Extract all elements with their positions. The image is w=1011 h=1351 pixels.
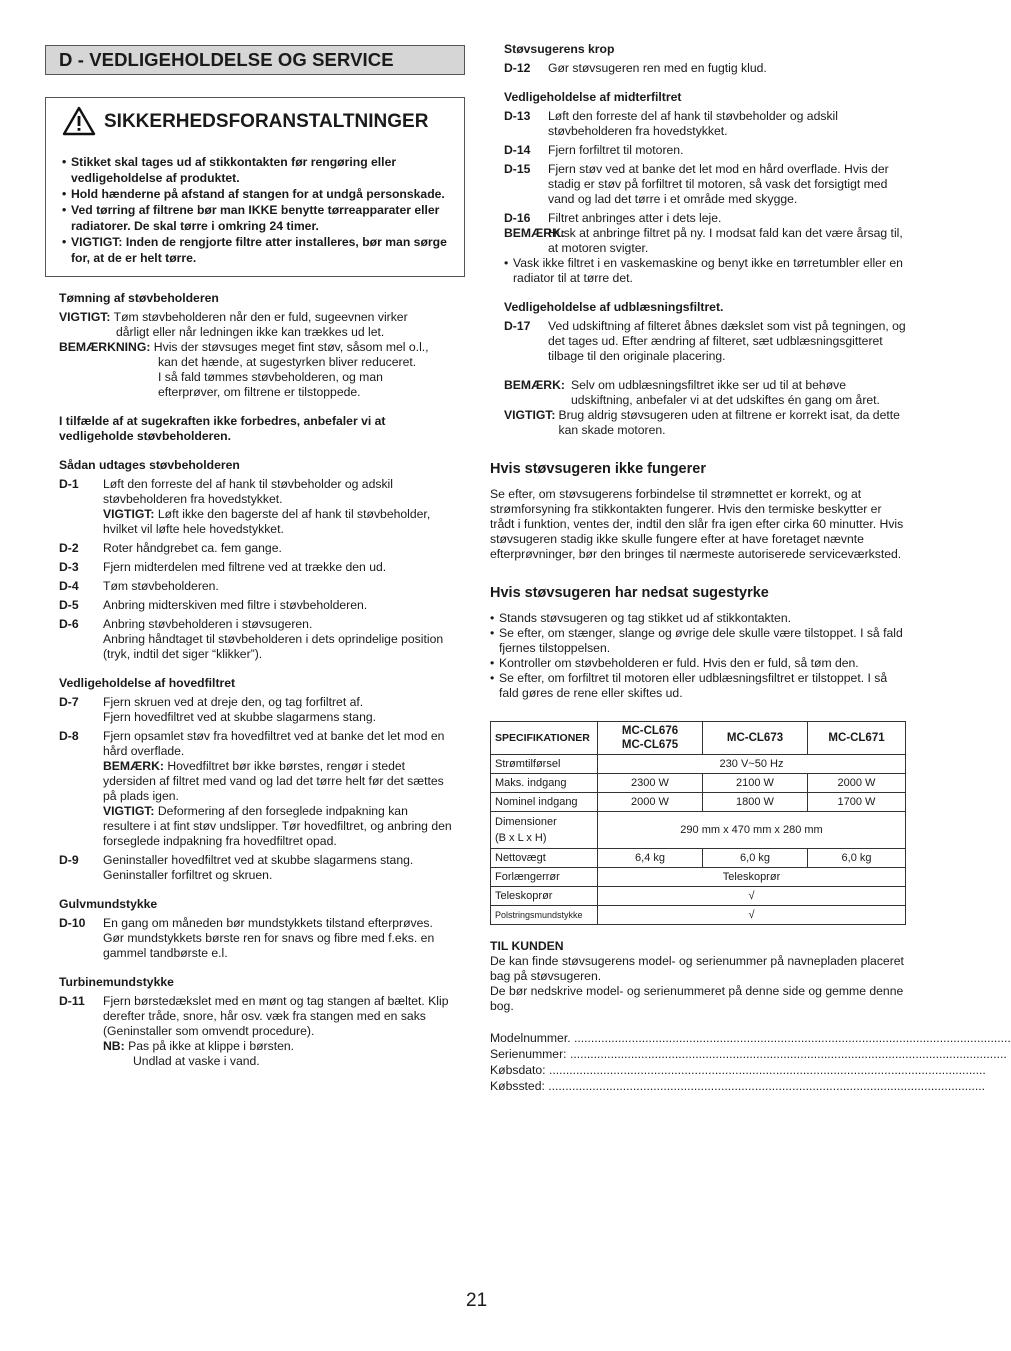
body-title: Støvsugerens krop	[504, 42, 615, 56]
emptying-title: Tømning af støvbeholderen	[59, 291, 219, 305]
safety-title-text: SIKKERHEDSFORANSTALTNINGER	[104, 110, 429, 132]
step-d6: D-6 Anbring støvbeholderen i støvsugeren. Anbring håndtaget til støvbeholderen i dets oprindelige position (tryk, indtil det siger “klikker”).	[59, 617, 444, 661]
step-d13: D-13 Løft den forreste del af hank til støvbeholder og adskil støvbeholderen fra hovedstykket.	[504, 109, 838, 138]
spec-table	[490, 721, 906, 925]
step-d3: D-3 Fjern midterdelen med filtrene ved at trække den ud.	[59, 560, 387, 574]
safety-title	[62, 106, 450, 136]
not-working-text: Se efter, om støvsugerens forbindelse til strømnettet er korrekt, og at strømforsyning fra stikkontakten fungerer. Hvis den termiske beskytter er trådt i funktion, ventes der, indtil den slår fra igen efter cirka 60 minutter. Hvis støvsugeren stadig ikke skulle fungere efter at have foretaget nævnte efterprøvninger, bør den bringes til nærmeste autoriserede serviceværksted.	[490, 487, 904, 561]
spec-row: Nominel indgang 2000 W 1800 W 1700 W	[491, 793, 906, 812]
spec-row: Maks. indgang 2300 W 2100 W 2000 W	[491, 774, 906, 793]
midfilter-note: BEMÆRK: Husk at anbringe filtret på ny. I modsat fald kan det være årsag til, at motoren svigter.	[504, 226, 903, 255]
spec-model-2: MC-CL673	[703, 722, 808, 755]
wash-note: • Vask ikke filtret i en vaskemaskine og benyt ikke en tørretumbler eller en radiator til at tørre det.	[504, 256, 903, 285]
mainfilter-title: Vedligeholdelse af hovedfiltret	[59, 676, 236, 690]
spec-header: SPECIFIKATIONER	[491, 722, 598, 755]
left-body	[45, 291, 465, 1069]
spec-model-3: MC-CL671	[808, 722, 906, 755]
safety-box	[45, 97, 465, 277]
step-d17: D-17 Ved udskiftning af filteret åbnes dækslet som vist på tegningen, og det tages ud. Efter ændring af filteret, sæt udblæsningsgitteret tilbage til den originale placering.	[504, 319, 906, 363]
serial-number-field: Serienummer: .................................................................................................................................	[490, 1047, 1007, 1061]
exhaust-title: Vedligeholdelse af udblæsningsfiltret.	[504, 300, 724, 314]
step-d12: D-12 Gør støvsugeren ren med en fugtig klud.	[504, 61, 767, 75]
safety-list	[62, 154, 450, 266]
step-d5: D-5 Anbring midterskiven med filtre i støvbeholderen.	[59, 598, 368, 612]
spec-row: Teleskoprør √	[491, 887, 906, 906]
reduced-item: • Stands støvsugeren og tag stikket ud af stikkontakten.	[490, 611, 791, 625]
step-d16: D-16 Filtret anbringes atter i dets leje.	[504, 211, 722, 225]
emptying-important: VIGTIGT: Tøm støvbeholderen når den er fuld, sugeevnen virker dårligt eller når ledningen ikke kan trækkes ud let.	[59, 310, 408, 339]
turbo-title: Turbinemundstykke	[59, 975, 174, 989]
customer-fields	[490, 1031, 1011, 1094]
spec-model-1: MC-CL676 MC-CL675	[598, 722, 703, 755]
spec-row: Nettovægt 6,4 kg 6,0 kg 6,0 kg	[491, 849, 906, 868]
step-d14: D-14 Fjern forfiltret til motoren.	[504, 143, 684, 157]
exhaust-important: VIGTIGT: Brug aldrig støvsugeren uden at filtrene er korrekt isat, da dette kan skade motoren.	[504, 408, 900, 437]
floor-title: Gulvmundstykke	[59, 897, 158, 911]
section-header: D - VEDLIGEHOLDELSE OG SERVICE	[45, 45, 465, 75]
right-top	[490, 42, 908, 438]
reduced-list	[490, 611, 908, 701]
spec-row: Strømtilførsel 230 V~50 Hz	[491, 755, 906, 774]
midfilter-title: Vedligeholdelse af midterfiltret	[504, 90, 682, 104]
safety-item: • VIGTIGT: Inden de rengjorte filtre atter installeres, bør man sørge for, at de er helt tørre.	[62, 235, 447, 265]
safety-item: • Hold hænderne på afstand af stangen for at undgå personskade.	[62, 187, 445, 201]
step-d9: D-9 Geninstaller hovedfiltret ved at skubbe slagarmens stang. Geninstaller forfiltret og skruen.	[59, 853, 414, 882]
step-d2: D-2 Roter håndgrebet ca. fem gange.	[59, 541, 282, 555]
safety-item: • Stikket skal tages ud af stikkontakten før rengøring eller vedligeholdelse af produktet.	[62, 155, 397, 185]
purchase-place-field: Købssted: .................................................................................................................................	[490, 1079, 986, 1093]
step-d10: D-10 En gang om måneden bør mundstykkets tilstand efterprøves. Gør mundstykkets børste ren for snavs og fibre med f.eks. en gammel tandbørste e.l.	[59, 916, 435, 960]
step-d7: D-7 Fjern skruen ved at dreje den, og tag forfiltret af. Fjern hovedfiltret ved at skubbe slagarmens stang.	[59, 695, 377, 724]
suction-advice: I tilfælde af at sugekraften ikke forbedres, anbefaler vi at vedligeholde støvbeholderen.	[59, 414, 386, 443]
safety-item: • Ved tørring af filtrene bør man IKKE benytte tørreapparater eller radiatorer. De skal tørre i omkring 24 timer.	[62, 203, 440, 233]
page-number: 21	[466, 1290, 488, 1311]
exhaust-note: BEMÆRK: Selv om udblæsningsfiltret ikke ser ud til at behøve udskiftning, anbefaler vi at det udskiftes én gang om året.	[504, 378, 880, 407]
emptying-note: BEMÆRKNING: Hvis der støvsuges meget fint støv, såsom mel o.l., kan det hænde, at sugestyrken bliver reduceret. I så fald tømmes støvbeholderen, og man efterprøver, om filtrene er tilstoppede.	[59, 340, 429, 399]
step-d11: D-11 Fjern børstedækslet med en mønt og tag stangen af bæltet. Klip derefter tråde, snore, hår osv. væk fra stangen med en saks (Geninstaller som omvendt procedure). NB: Pas på ikke at klippe i børsten. Undlad at vaske i vand.	[59, 994, 449, 1068]
not-working-title: Hvis støvsugeren ikke fungerer	[490, 461, 706, 477]
customer-title: TIL KUNDEN	[490, 939, 564, 953]
remove-title: Sådan udtages støvbeholderen	[59, 458, 240, 472]
reduced-item: • Se efter, om stænger, slange og øvrige dele skulle være tilstoppet. I så fald fjernes tilstoppelsen.	[490, 626, 903, 655]
model-number-field: Modelnummer. .................................................................................................................................	[490, 1031, 1011, 1045]
reduced-item: • Se efter, om forfiltret til motoren eller udblæsningsfiltret er tilstoppet. I så fald gøres de rene eller skiftes ud.	[490, 671, 888, 700]
right-column	[490, 42, 1011, 1095]
step-d15: D-15 Fjern støv ved at banke det let mod en hård overflade. Hvis der stadig er støv på forfiltret til motoren, så vask det forsigtigt med vand og lad det tørre i et område med skygge.	[504, 162, 889, 206]
spec-header-row	[491, 722, 906, 755]
reduced-title: Hvis støvsugeren har nedsat sugestyrke	[490, 585, 769, 601]
purchase-date-field: Købsdato: .................................................................................................................................	[490, 1063, 986, 1077]
warning-icon	[62, 106, 96, 136]
customer-text-1: De kan finde støvsugerens model- og serienummer på navnepladen placeret bag på støvsugeren.	[490, 954, 904, 983]
step-d8: D-8 Fjern opsamlet støv fra hovedfiltret ved at banke det let mod en hård overflade. BEMÆRK: Hovedfiltret bør ikke børstes, rengør i stedet ydersiden af filtret med vand og lad det tørre helt før det sættes på plads igen. VIGTIGT: Deformering af den forseglede indpakning kan resultere i at fint støv undslipper. Tør hovedfiltret, og anbring den forseglede indpakning fra hovedfiltret opad.	[59, 729, 452, 848]
spec-row: Dimensioner (B x L x H) 290 mm x 470 mm x 280 mm	[491, 812, 906, 849]
step-d1: D-1 Løft den forreste del af hank til støvbeholder og adskil støvbeholderen fra hovedstykket. VIGTIGT: Løft ikke den bagerste del af hank til støvbeholder, hvilket vil løfte hele hovedstykket.	[59, 477, 431, 536]
left-column	[45, 45, 465, 1073]
spec-row: Forlængerrør Teleskoprør	[491, 868, 906, 887]
reduced-item: • Kontroller om støvbeholderen er fuld. Hvis den er fuld, så tøm den.	[490, 656, 859, 670]
spec-row: Polstringsmundstykke √	[491, 906, 906, 925]
step-d4: D-4 Tøm støvbeholderen.	[59, 579, 219, 593]
customer-text-2: De bør nedskrive model- og serienummeret på denne side og gemme denne bog.	[490, 984, 904, 1013]
